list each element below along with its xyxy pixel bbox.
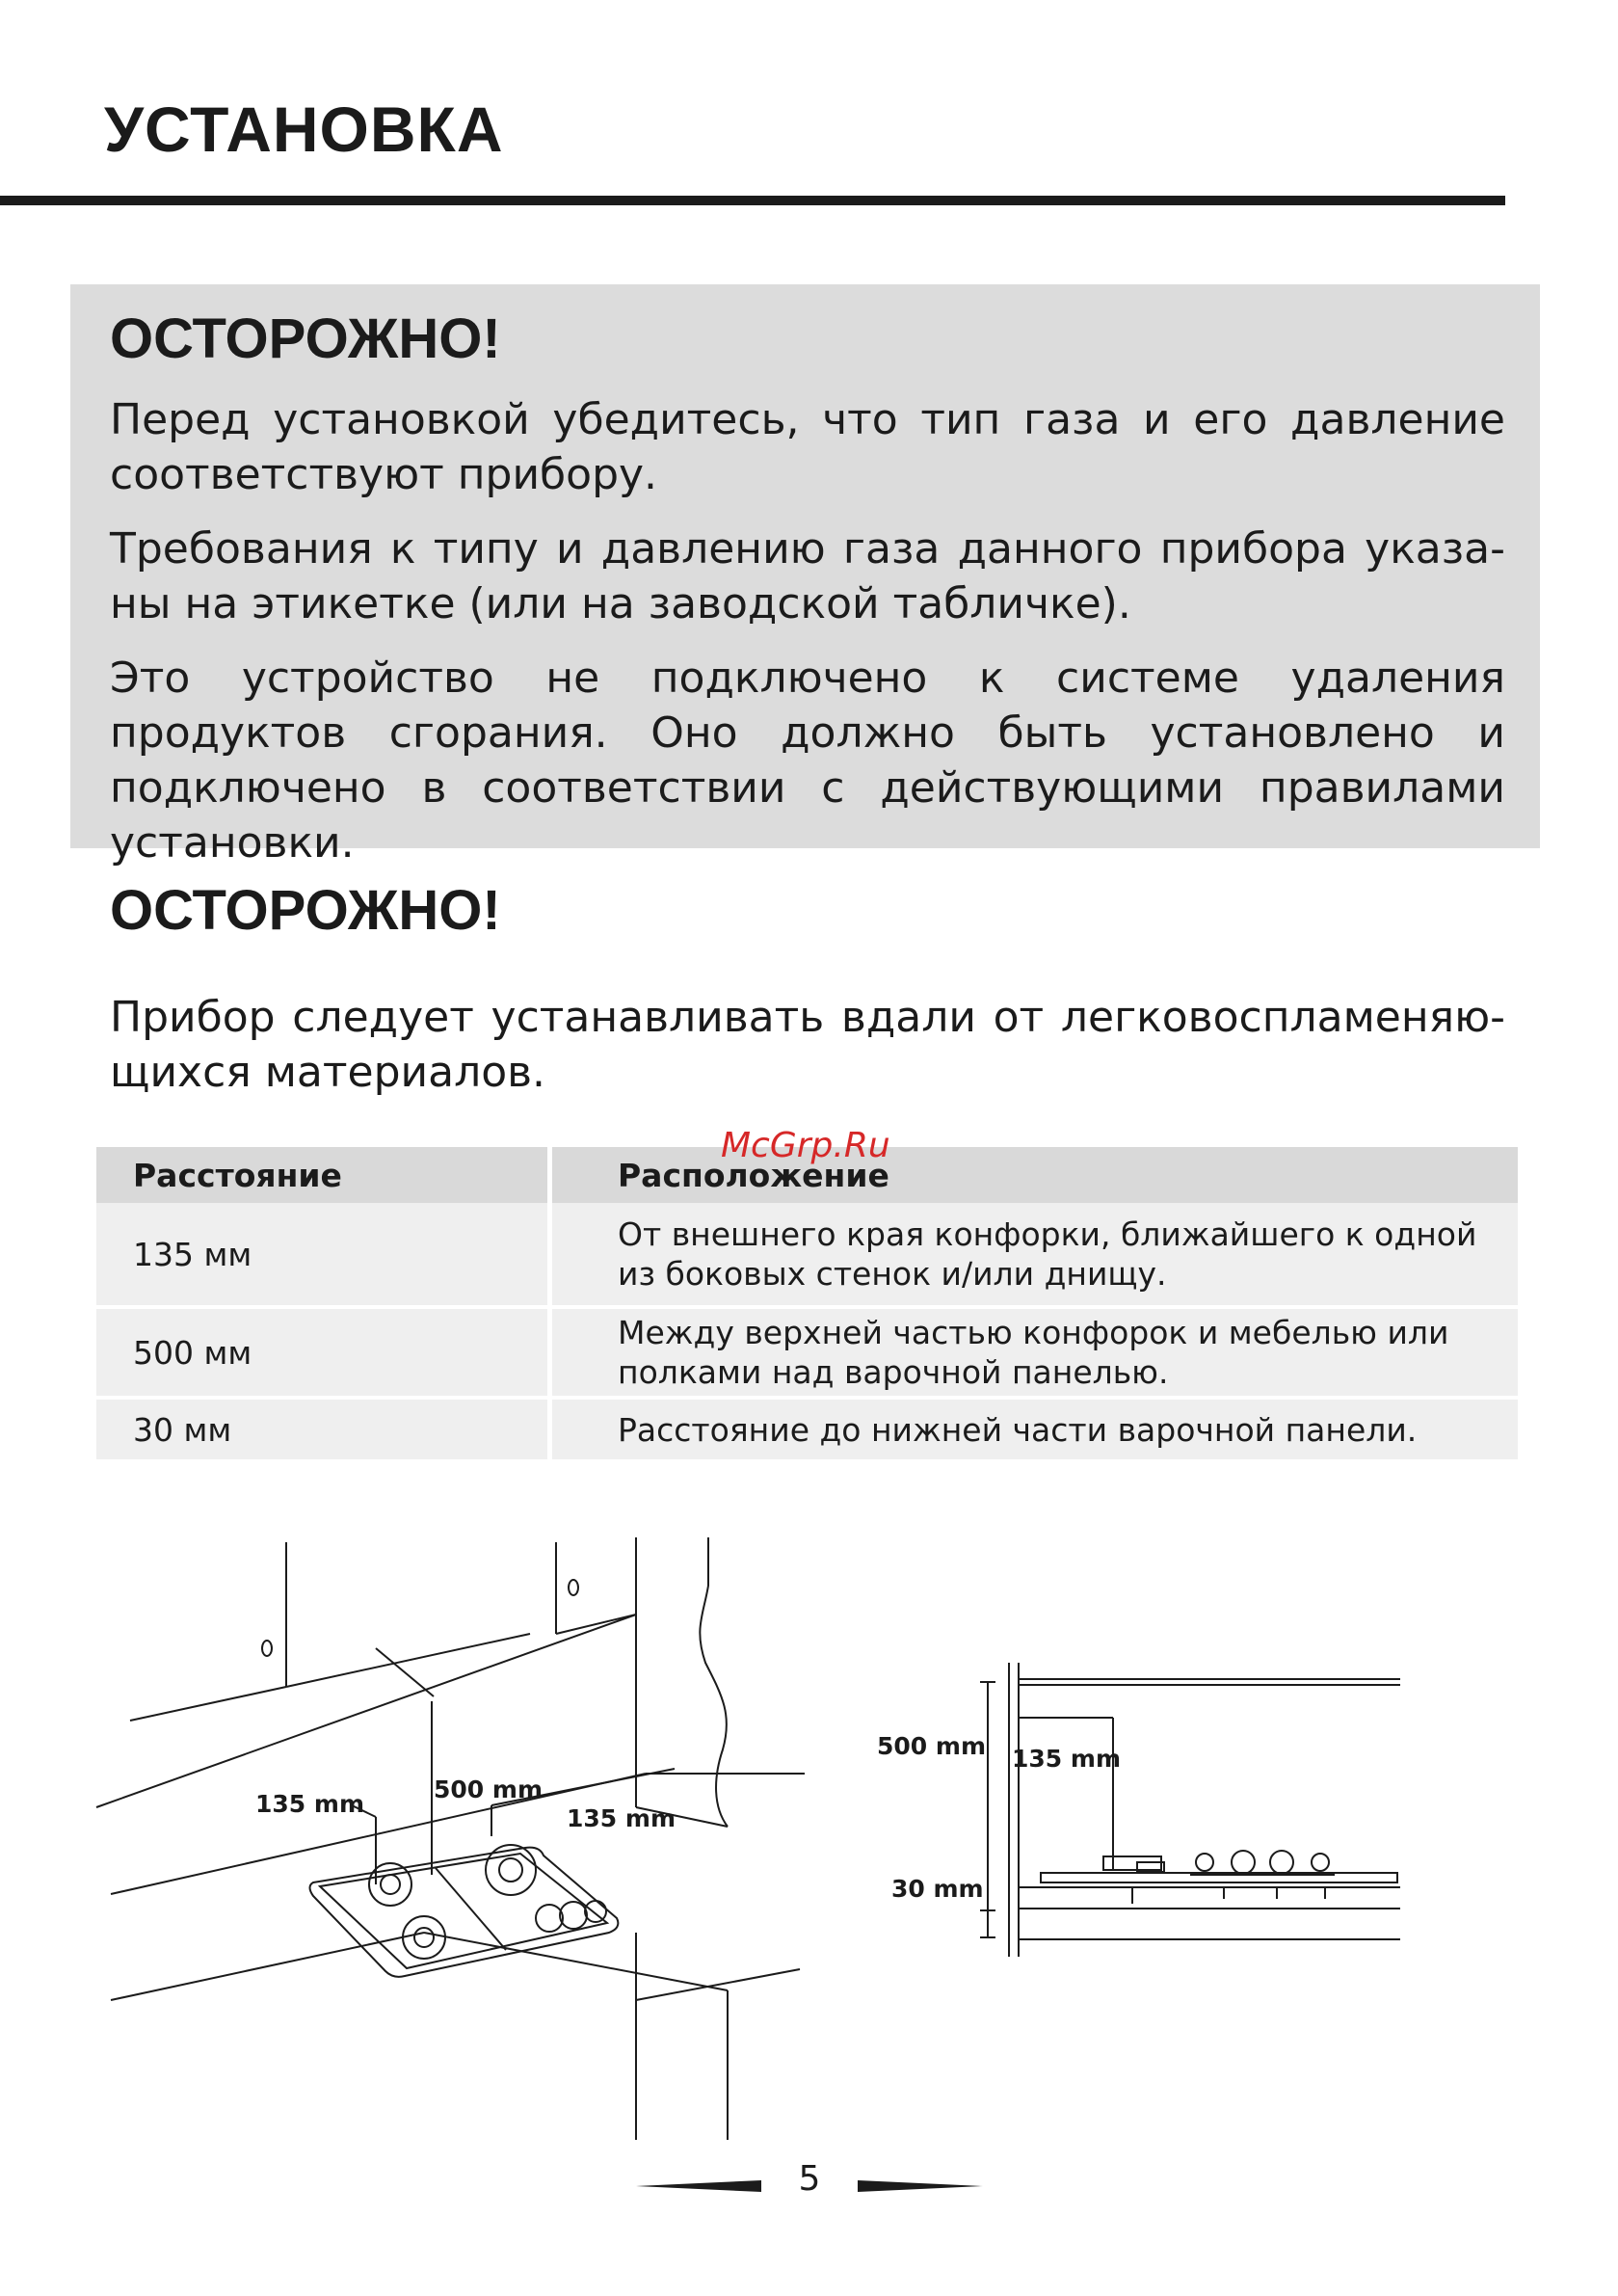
cell-distance: 30 мм xyxy=(96,1398,550,1459)
warning-heading: ОСТОРОЖНО! xyxy=(110,307,501,370)
label-500mm-side: 500 mm xyxy=(877,1732,986,1760)
table-row xyxy=(96,1307,1518,1398)
clearance-table xyxy=(96,1147,1518,1459)
warning-paragraph-3: Это устройство не подключено к системе удаления продуктов сгорания. Оно должно быть установлено и подключено в соответствии с действующими правилами установки. xyxy=(110,654,1505,868)
page-title: УСТАНОВКА xyxy=(104,93,504,165)
installation-diagram-side xyxy=(872,1639,1412,1966)
title-divider xyxy=(0,196,1505,205)
page-footer xyxy=(636,2155,983,2213)
table-row xyxy=(96,1203,1518,1307)
second-warning-heading: ОСТОРОЖНО! xyxy=(110,879,501,942)
arrow-right-icon xyxy=(858,2180,983,2192)
label-135mm-side: 135 mm xyxy=(255,1790,364,1818)
label-30mm: 30 mm xyxy=(891,1875,984,1903)
label-135mm-rear: 135 mm xyxy=(567,1804,676,1832)
table-row xyxy=(96,1398,1518,1459)
cell-location: Между верхней частью конфорок и мебелью или полками над варочной панелью. xyxy=(550,1307,1519,1398)
cell-distance: 135 мм xyxy=(96,1203,550,1307)
col-header-location: Расположение xyxy=(550,1147,1519,1203)
label-135mm-side-view: 135 mm xyxy=(1012,1745,1121,1773)
page-number: 5 xyxy=(798,2159,821,2199)
cell-location: Расстояние до нижней части варочной панели. xyxy=(550,1398,1519,1459)
second-warning-text: Прибор следует устанавливать вдали от легковоспламеняю-щихся материалов. xyxy=(110,993,1505,1097)
warning-paragraph-2: Требования к типу и давлению газа данного прибора указа-ны на этикетке (или на заводской табличке). xyxy=(110,524,1505,628)
label-500mm: 500 mm xyxy=(434,1775,543,1803)
warning-paragraph-1: Перед установкой убедитесь, что тип газа и его давление соответствуют прибору. xyxy=(110,395,1505,499)
cell-location: От внешнего края конфорки, ближайшего к одной из боковых стенок и/или днищу. xyxy=(550,1203,1519,1307)
installation-diagram-perspective xyxy=(96,1537,829,2154)
col-header-distance: Расстояние xyxy=(96,1147,550,1203)
watermark: McGrp.Ru xyxy=(721,1126,890,1165)
cell-distance: 500 мм xyxy=(96,1307,550,1398)
